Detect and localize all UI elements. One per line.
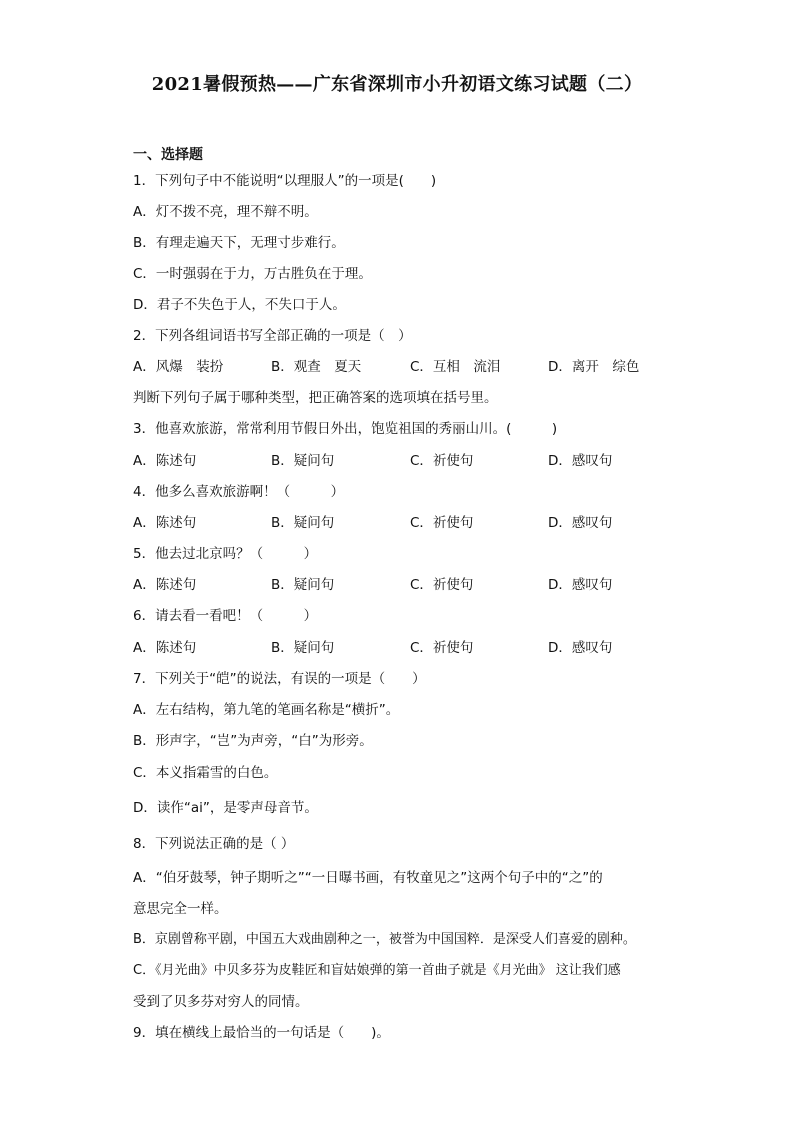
question-1-option-b: B．有理走遍天下，无理寸步难行。 [133,235,345,251]
question-5-option-b: B．疑问句 [271,577,335,593]
question-7-option-a: A．左右结构，第九笔的笔画名称是“横折”。 [133,702,400,718]
question-3-option-b: B．疑问句 [271,453,335,469]
question-7-stem: 7．下列关于“皑”的说法，有误的一项是（ ） [133,671,426,687]
question-4-option-a: A．陈述句 [133,515,197,531]
question-1-option-c: C．一时强弱在于力，万古胜负在于理。 [133,266,372,282]
question-6-option-a: A．陈述句 [133,640,197,656]
question-2-stem: 2．下列各组词语书写全部正确的一项是（ ） [133,328,412,344]
question-6-option-d: D．感叹句 [548,640,613,656]
question-8-option-a-line2: 意思完全一样。 [133,901,228,917]
instruction-text: 判断下列句子属于哪种类型，把正确答案的选项填在括号里。 [133,390,498,406]
question-2-option-a: A．风爆 装扮 [133,359,224,375]
question-1-option-a: A．灯不拨不亮，理不辩不明。 [133,204,318,220]
question-5-option-d: D．感叹句 [548,577,613,593]
question-2-option-d: D．离开 综色 [548,359,640,375]
page-title: 2021暑假预热——广东省深圳市小升初语文练习试题（二） [151,74,643,95]
question-8-option-c-line2: 受到了贝多芬对穷人的同情。 [133,994,309,1010]
question-4-option-c: C．祈使句 [410,515,474,531]
question-7-option-d: D．读作“ai”，是零声母音节。 [133,800,318,816]
question-5-stem: 5．他去过北京吗？（ ） [133,546,318,562]
question-8-option-c-line1: C．《月光曲》中贝多芬为皮鞋匠和盲姑娘弹的第一首曲子就是《月光曲》 这让我们感 [133,963,621,978]
question-3-option-d: D．感叹句 [548,453,613,469]
question-1-option-d: D．君子不失色于人，不失口于人。 [133,297,346,313]
question-4-option-b: B．疑问句 [271,515,335,531]
question-8-stem: 8．下列说法正确的是（ ） [133,836,295,852]
question-3-stem: 3．他喜欢旅游，常常利用节假日外出，饱览祖国的秀丽山川。( ) [133,421,558,437]
question-8-option-a-line1: A．“伯牙鼓琴，钟子期听之”“一日曝书画，有牧童见之”这两个句子中的“之”的 [133,870,603,886]
question-8-option-b: B．京剧曾称平剧，中国五大戏曲剧种之一，被誉为中国国粹．是深受人们喜爱的剧种。 [133,932,636,947]
question-5-option-a: A．陈述句 [133,577,197,593]
question-7-option-c: C．本义指霜雪的白色。 [133,765,278,781]
question-4-option-d: D．感叹句 [548,515,613,531]
question-2-option-b: B．观查 夏天 [271,359,362,375]
question-2-option-c: C．互相 流泪 [410,359,501,375]
question-3-option-a: A．陈述句 [133,453,197,469]
section-heading: 一、选择题 [133,147,203,163]
question-5-option-c: C．祈使句 [410,577,474,593]
question-6-option-c: C．祈使句 [410,640,474,656]
question-7-option-b: B．形声字，“岂”为声旁，“白”为形旁。 [133,733,373,749]
question-6-stem: 6．请去看一看吧！（ ） [133,608,318,624]
question-9-stem: 9．填在横线上最恰当的一句话是（ )。 [133,1025,390,1041]
question-3-option-c: C．祈使句 [410,453,474,469]
question-1-stem: 1．下列句子中不能说明“以理服人”的一项是( ) [133,173,437,189]
question-4-stem: 4．他多么喜欢旅游啊！（ ） [133,484,345,500]
question-6-option-b: B．疑问句 [271,640,335,656]
